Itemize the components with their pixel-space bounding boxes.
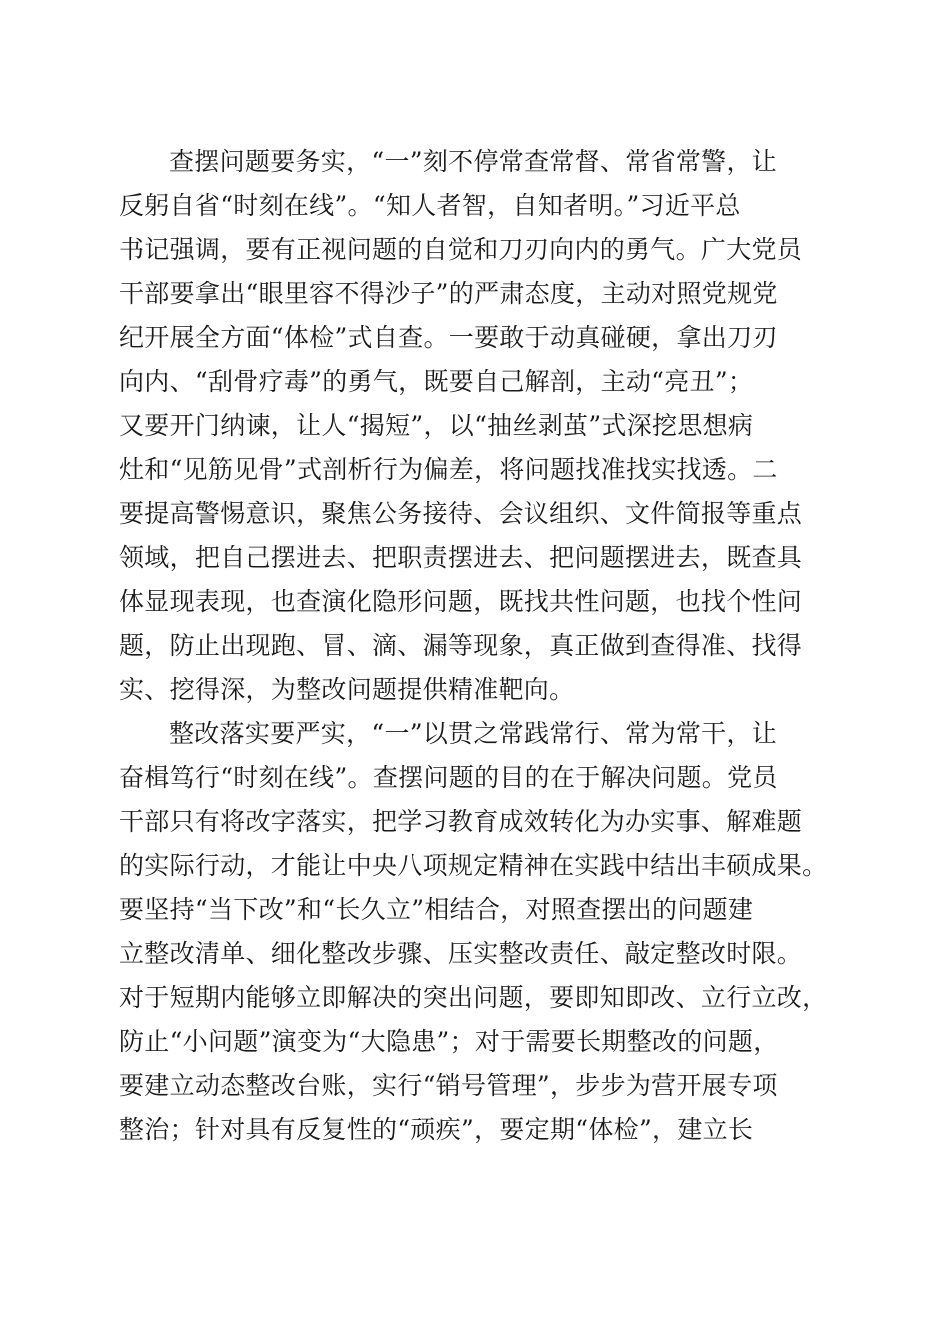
text-line: 灶和“见筋见骨”式剖析行为偏差，将问题找准找实找透。二 [119,455,778,484]
text-line: 纪开展全方面“体检”式自查。一要敢于动真碰硬，拿出刀刃 [119,323,778,352]
text-line: 干部只有将改字落实，把学习教育成效转化为办实事、解难题 [119,807,803,836]
text-line: 又要开门纳谏，让人“揭短”，以“抽丝剥茧”式深挖思想病 [119,411,754,440]
text-line: 要建立动态整改台账，实行“销号管理”，步步为营开展专项 [119,1071,778,1100]
text-line: 向内、“刮骨疗毒”的勇气，既要自己解剖，主动“亮丑”； [119,367,754,396]
text-line: 领域，把自己摆进去、把职责摆进去、把问题摆进去，既查具 [119,543,803,572]
text-line: 题，防止出现跑、冒、滴、漏等现象，真正做到查得准、找得 [119,631,803,660]
text-line: 的实际行动，才能让中央八项规定精神在实践中结出丰硕成果。 [119,851,828,880]
text-line: 对于短期内能够立即解决的突出问题，要即知即改、立行立改， [119,983,828,1012]
text-line: 整治；针对具有反复性的“顽疾”，要定期“体检”，建立长 [119,1115,754,1144]
text-line: 书记强调，要有正视问题的自觉和刀刃向内的勇气。广大党员 [119,235,803,264]
text-line: 防止“小问题”演变为“大隐患”；对于需要长期整改的问题， [119,1027,779,1056]
text-line: 查摆问题要务实，“一”刻不停常查常督、常省常警，让 [169,147,778,176]
text-line: 奋楫笃行“时刻在线”。查摆问题的目的在于解决问题。党员 [119,763,778,792]
text-line: 实、挖得深，为整改问题提供精准靶向。 [119,675,575,704]
text-line: 反躬自省“时刻在线”。“知人者智，自知者明。”习近平总 [119,191,741,220]
text-line: 要提高警惕意识，聚焦公务接待、会议组织、文件简报等重点 [119,499,803,528]
text-line: 体显现表现，也查演化隐形问题，既找共性问题，也找个性问 [119,587,803,616]
text-line: 整改落实要严实，“一”以贯之常践常行、常为常干，让 [169,719,778,748]
text-line: 立整改清单、细化整改步骤、压实整改责任、敲定整改时限。 [119,939,803,968]
text-line: 要坚持“当下改”和“长久立”相结合，对照查摆出的问题建 [119,895,754,924]
text-line: 干部要拿出“眼里容不得沙子”的严肃态度，主动对照党规党 [119,279,778,308]
